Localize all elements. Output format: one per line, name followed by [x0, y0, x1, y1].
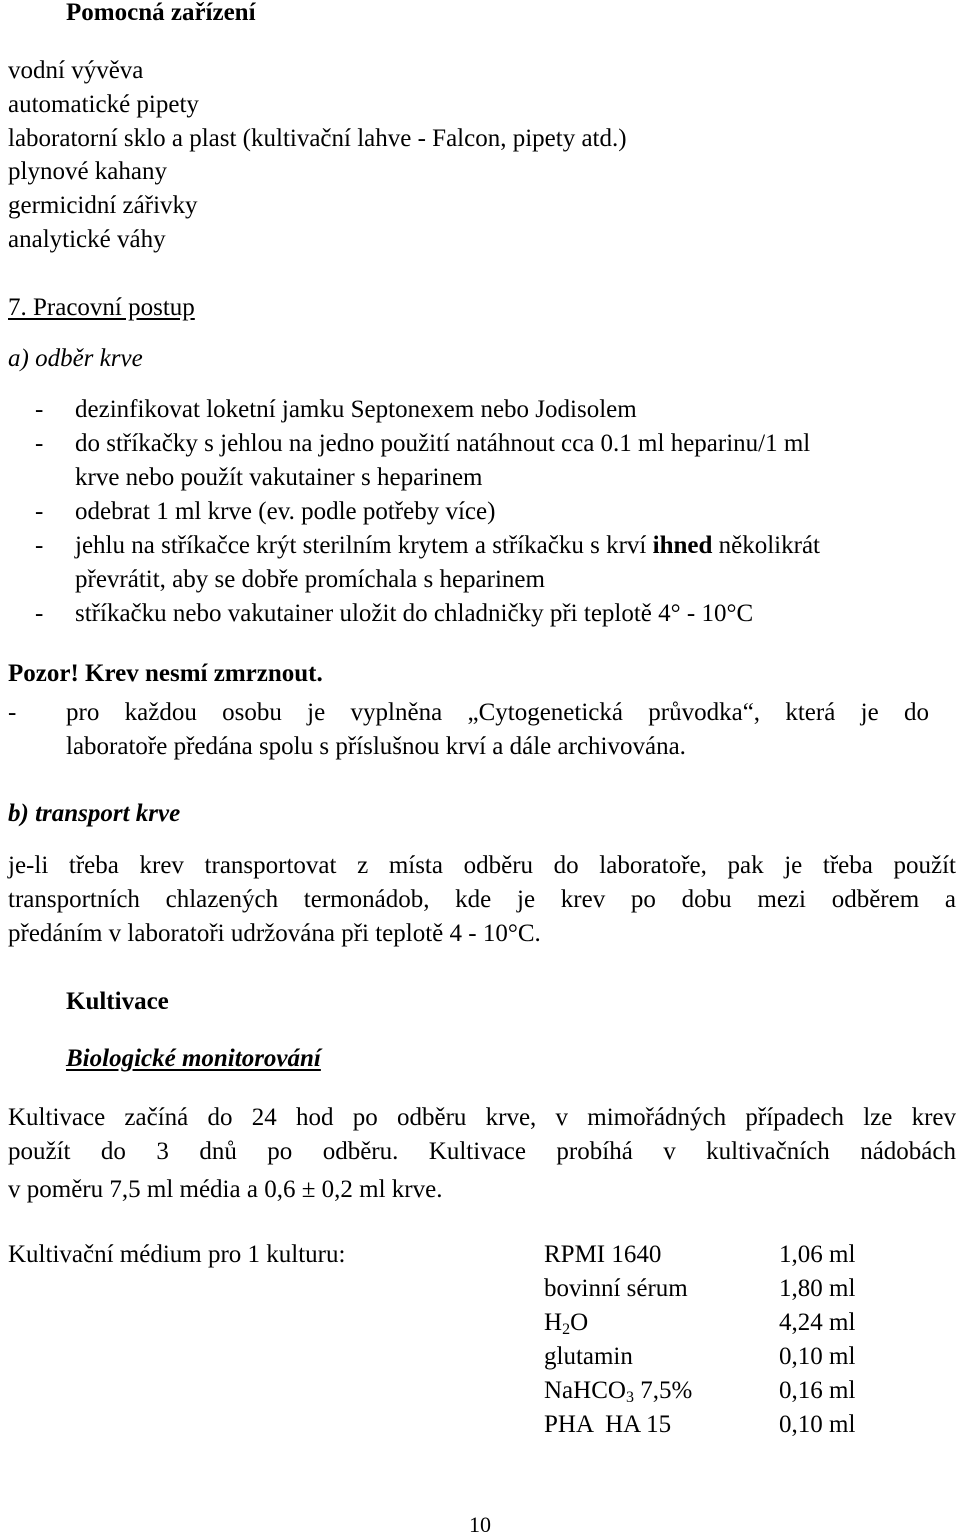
medium-label: Kultivační médium pro 1 kulturu: — [8, 1241, 346, 1268]
medium-name: bovinní sérum — [544, 1275, 688, 1302]
medium-amount: 1,06 ml — [779, 1241, 856, 1268]
page-number: 10 — [469, 1512, 491, 1537]
step-2-line-2: krve nebo použít vakutainer s heparinem — [75, 464, 483, 491]
step-2-line-1: do stříkačky s jehlou na jedno použití natáhnout cca 0.1 ml heparinu/1 ml — [75, 430, 811, 457]
medium-name: glutamin — [544, 1343, 633, 1370]
medium-name: PHA HA 15 — [544, 1411, 672, 1438]
medium-name: $H_2O$ — [544, 1309, 589, 1338]
step-1: dezinfikovat loketní jamku Septonexem nebo Jodisolem — [75, 396, 637, 423]
medium-name: NaHCO$_3$ 7,5% — [544, 1377, 693, 1406]
equipment-item: plynové kahany — [8, 158, 167, 185]
step-4-text-end: několikrát — [712, 532, 820, 559]
cultivation-line-2: použít do 3 dnů po odběru. Kultivace probíhá v kultivačních nádobách — [8, 1138, 956, 1165]
medium-amount: 0,10 ml — [779, 1411, 856, 1438]
bullet-dash: - — [8, 699, 17, 726]
warning: Pozor! Krev nesmí zmrznout. — [8, 660, 323, 687]
bullet-dash: - — [35, 600, 44, 627]
note-line-2: laboratoře předána spolu s příslušnou krví a dále archivována. — [66, 733, 686, 760]
cultivation-line-3: v poměru 7,5 ml média a 0,6 ± 0,2 ml krve. — [8, 1176, 443, 1203]
bullet-dash: - — [35, 430, 44, 457]
bullet-dash: - — [35, 498, 44, 525]
equipment-item: analytické váhy — [8, 226, 166, 253]
transport-line-3: předáním v laboratoři udržována při teplotě 4 - 10°C. — [8, 920, 541, 947]
cultivation-line-1: Kultivace začíná do 24 hod po odběru krve, v mimořádných případech lze krev — [8, 1104, 956, 1131]
equipment-item: germicidní zářivky — [8, 192, 198, 219]
medium-amount: 0,10 ml — [779, 1343, 856, 1370]
step-4-line-1 — [75, 531, 820, 561]
bullet-dash: - — [35, 396, 44, 423]
transport-line-2: transportních chlazených termonádob, kde je krev po dobu mezi odběrem a — [8, 886, 956, 913]
step-5: stříkačku nebo vakutainer uložit do chladničky při teplotě 4° - 10°C — [75, 600, 754, 627]
subheading-b: b) transport krve — [8, 800, 181, 827]
step-4-text: jehlu na stříkačce krýt sterilním krytem a stříkačku s krví — [75, 532, 653, 559]
equipment-item: laboratorní sklo a plast (kultivační lahve - Falcon, pipety atd.) — [8, 125, 627, 152]
heading-equipment: Pomocná zařízení — [66, 0, 256, 26]
medium-amount: 4,24 ml — [779, 1309, 856, 1336]
equipment-item: vodní vývěva — [8, 57, 144, 84]
section-heading-7: 7. Pracovní postup — [8, 294, 195, 321]
step-3: odebrat 1 ml krve (ev. podle potřeby více) — [75, 498, 496, 525]
heading-kultivace: Kultivace — [66, 988, 169, 1015]
step-4-emphasis: ihned — [652, 532, 713, 559]
bullet-dash: - — [35, 532, 44, 559]
medium-name: RPMI 1640 — [544, 1241, 662, 1268]
subheading-a: a) odběr krve — [8, 345, 143, 372]
equipment-item: automatické pipety — [8, 91, 199, 118]
heading-biologicke-monitorovani: Biologické monitorování — [66, 1045, 321, 1072]
note-line-1: pro každou osobu je vyplněna „Cytogenetická průvodka“, která je do — [66, 699, 929, 726]
medium-amount: 1,80 ml — [779, 1275, 856, 1302]
medium-amount: 0,16 ml — [779, 1377, 856, 1404]
step-4-line-2: převrátit, aby se dobře promíchala s heparinem — [75, 566, 545, 593]
transport-line-1: je-li třeba krev transportovat z místa odběru do laboratoře, pak je třeba použít — [8, 852, 956, 879]
